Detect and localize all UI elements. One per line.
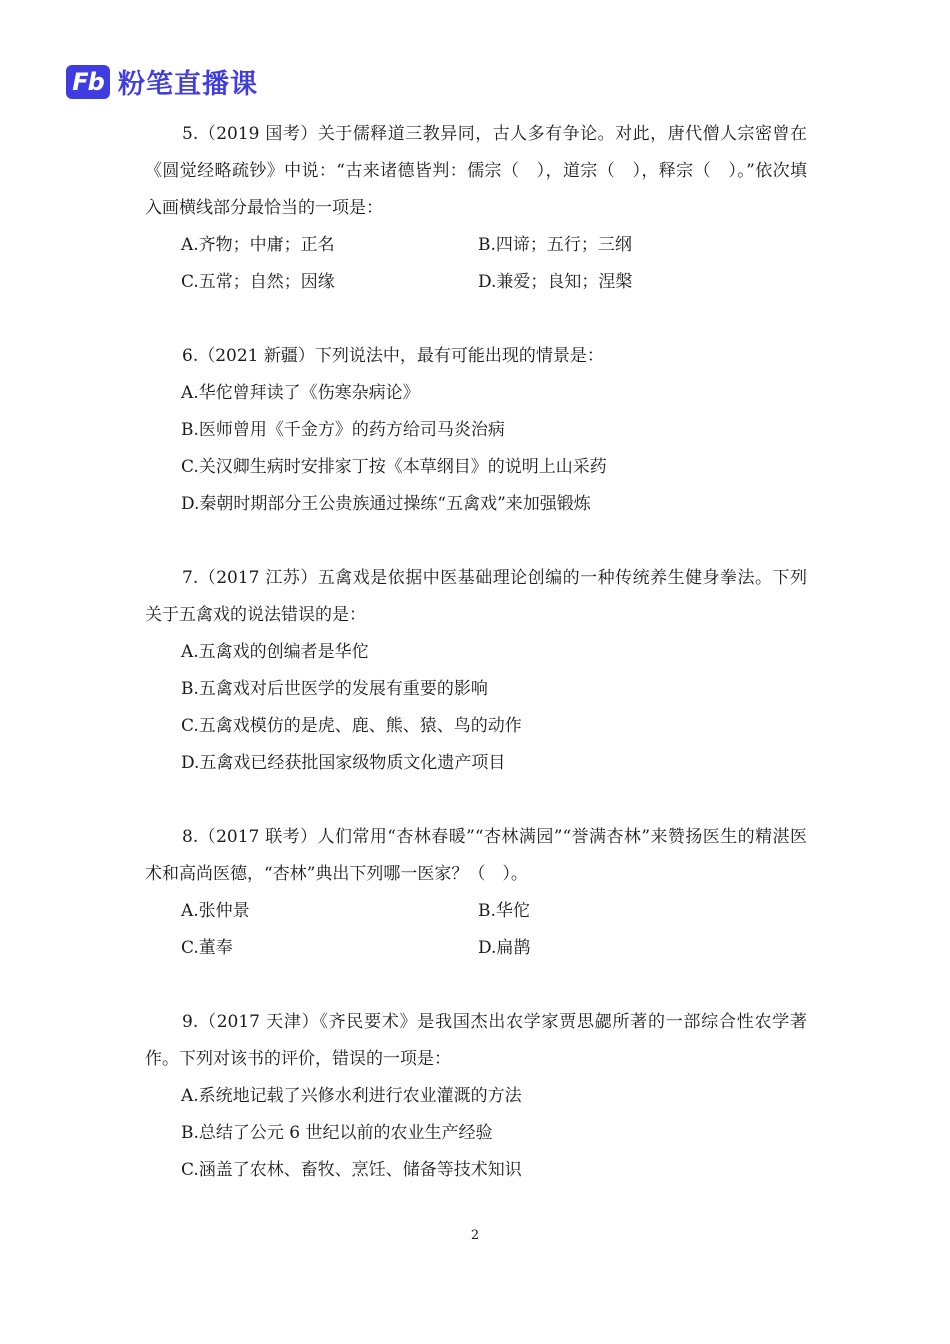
option-c: C.关汉卿生病时安排家丁按《本草纲目》的说明上山采药 [181,457,607,477]
option-b: B.总结了公元 6 世纪以前的农业生产经验 [181,1123,493,1143]
question-7 [145,560,807,782]
question-stem: 7.（2017 江苏）五禽戏是依据中医基础理论创编的一种传统养生健身拳法。下列关于五禽戏的说法错误的是： [145,568,807,625]
question-list [145,116,807,1226]
option-a: A.张仲景 [181,901,250,921]
question-8 [145,819,807,967]
option-b: B.医师曾用《千金方》的药方给司马炎治病 [181,420,505,440]
option-b: B.五禽戏对后世医学的发展有重要的影响 [181,679,488,699]
option-d: D.秦朝时期部分王公贵族通过操练“五禽戏”来加强锻炼 [181,494,591,514]
question-stem: 6.（2021 新疆）下列说法中，最有可能出现的情景是： [182,346,604,366]
option-d: D.兼爱；良知；涅槃 [478,272,633,292]
option-grid [145,893,807,967]
option-a: A.五禽戏的创编者是华佗 [181,642,369,662]
page-number: 2 [470,1228,480,1243]
question-6 [145,338,807,523]
option-c: C.涵盖了农林、畜牧、烹饪、储备等技术知识 [181,1160,522,1180]
option-a: A.系统地记载了兴修水利进行农业灌溉的方法 [181,1086,522,1106]
option-d: D.扁鹊 [478,938,531,958]
question-5 [145,116,807,301]
brand-name: 粉笔直播课 [118,69,258,100]
option-b: B.华佗 [478,901,530,921]
option-c: C.五常；自然；因缘 [181,272,335,292]
brand-logo-icon: Fb [66,65,110,99]
option-c: C.五禽戏模仿的是虎、鹿、熊、猿、鸟的动作 [181,716,522,736]
option-c: C.董奉 [181,938,233,958]
question-stem: 8.（2017 联考）人们常用“杏林春暖”“杏林满园”“誉满杏林”来赞扬医生的精湛医术和高尚医德，“杏林”典出下列哪一医家？（ ）。 [145,827,807,884]
option-a: A.华佗曾拜读了《伤寒杂病论》 [181,383,420,403]
option-d: D.五禽戏已经获批国家级物质文化遗产项目 [181,753,506,773]
brand-logo [66,62,258,101]
question-9 [145,1004,807,1189]
option-a: A.齐物；中庸；正名 [181,235,335,255]
option-b: B.四谛；五行；三纲 [478,235,632,255]
question-stem: 9.（2017 天津）《齐民要术》是我国杰出农学家贾思勰所著的一部综合性农学著作。下列对该书的评价，错误的一项是： [145,1012,807,1069]
option-grid [145,227,807,301]
question-stem: 5.（2019 国考）关于儒释道三教异同，古人多有争论。对此，唐代僧人宗密曾在《圆觉经略疏钞》中说：“古来诸德皆判：儒宗（ ），道宗（ ），释宗（ ）。”依次填入画横线部分最恰当的一项是： [145,124,807,218]
